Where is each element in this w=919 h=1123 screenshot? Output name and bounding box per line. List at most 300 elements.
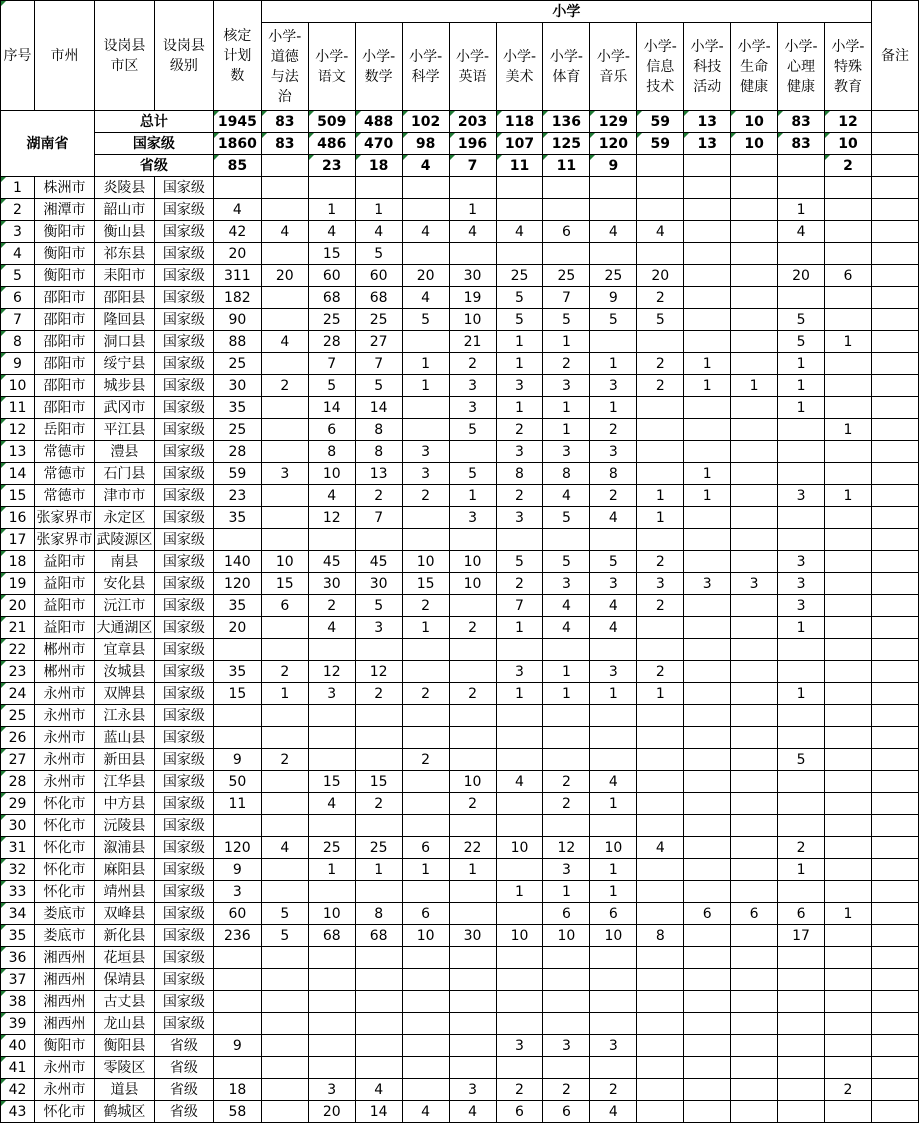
table-row xyxy=(1,573,919,595)
row-value: 140 xyxy=(213,551,261,573)
row-value: 1 xyxy=(825,331,872,353)
row-value: 2 xyxy=(637,375,684,397)
note-cell xyxy=(871,551,918,573)
row-value xyxy=(684,947,731,969)
summary-value: 120 xyxy=(590,133,637,155)
row-value xyxy=(449,1057,496,1079)
note-cell xyxy=(871,815,918,837)
row-value xyxy=(825,881,872,903)
row-value xyxy=(496,815,543,837)
row-value xyxy=(590,243,637,265)
row-value: 28 xyxy=(308,331,355,353)
row-value xyxy=(402,639,449,661)
row-seq: 7 xyxy=(1,309,35,331)
row-city: 衡阳市 xyxy=(34,1035,94,1057)
row-value: 3 xyxy=(261,463,308,485)
row-level: 国家级 xyxy=(154,551,213,573)
row-value: 4 xyxy=(590,507,637,529)
row-value: 5 xyxy=(778,749,825,771)
row-city: 益阳市 xyxy=(34,617,94,639)
row-value xyxy=(778,639,825,661)
row-value: 15 xyxy=(308,243,355,265)
row-value xyxy=(637,881,684,903)
row-value xyxy=(308,969,355,991)
summary-value: 488 xyxy=(355,111,402,133)
row-value: 4 xyxy=(308,485,355,507)
row-value xyxy=(825,287,872,309)
row-value xyxy=(308,947,355,969)
note-cell xyxy=(871,177,918,199)
row-value xyxy=(261,815,308,837)
row-level: 国家级 xyxy=(154,859,213,881)
row-value xyxy=(731,485,778,507)
row-city: 株洲市 xyxy=(34,177,94,199)
row-value xyxy=(637,969,684,991)
row-value: 2 xyxy=(825,1079,872,1101)
row-value xyxy=(261,485,308,507)
row-value: 8 xyxy=(543,463,590,485)
row-value: 5 xyxy=(308,375,355,397)
table-row xyxy=(1,375,919,397)
row-value xyxy=(402,1057,449,1079)
note-cell xyxy=(871,595,918,617)
row-value xyxy=(590,991,637,1013)
row-county: 沅江市 xyxy=(94,595,154,617)
summary-value: 125 xyxy=(543,133,590,155)
row-value: 60 xyxy=(308,265,355,287)
row-value: 20 xyxy=(402,265,449,287)
row-seq: 23 xyxy=(1,661,35,683)
row-city: 常德市 xyxy=(34,441,94,463)
row-city: 湘潭市 xyxy=(34,199,94,221)
row-value xyxy=(637,705,684,727)
header-city: 市州 xyxy=(34,1,94,111)
row-value: 6 xyxy=(543,903,590,925)
row-seq: 8 xyxy=(1,331,35,353)
row-value xyxy=(402,243,449,265)
row-value: 4 xyxy=(261,837,308,859)
summary-value: 4 xyxy=(402,155,449,177)
note-cell xyxy=(871,375,918,397)
row-value xyxy=(496,639,543,661)
row-value xyxy=(449,595,496,617)
row-value xyxy=(543,815,590,837)
table-row xyxy=(1,661,919,683)
header-subject xyxy=(402,23,449,111)
row-value: 1 xyxy=(637,683,684,705)
row-seq: 13 xyxy=(1,441,35,463)
row-value xyxy=(402,705,449,727)
row-value xyxy=(261,397,308,419)
row-value xyxy=(825,925,872,947)
summary-label: 总计 xyxy=(94,111,213,133)
row-value: 311 xyxy=(213,265,261,287)
table-body xyxy=(1,1,919,1123)
row-value: 4 xyxy=(778,221,825,243)
row-value: 3 xyxy=(449,397,496,419)
row-city: 怀化市 xyxy=(34,793,94,815)
row-level: 国家级 xyxy=(154,881,213,903)
row-value xyxy=(449,815,496,837)
row-value: 58 xyxy=(213,1101,261,1123)
row-county: 新化县 xyxy=(94,925,154,947)
note-cell xyxy=(871,1035,918,1057)
row-value: 8 xyxy=(496,463,543,485)
row-value: 20 xyxy=(637,265,684,287)
row-value xyxy=(825,683,872,705)
row-value: 30 xyxy=(449,925,496,947)
row-value xyxy=(543,529,590,551)
row-value: 1 xyxy=(496,331,543,353)
row-value: 1 xyxy=(825,485,872,507)
table-row xyxy=(1,617,919,639)
row-value: 3 xyxy=(496,507,543,529)
header-subject-prefix: 小学- xyxy=(456,48,490,65)
row-value: 1 xyxy=(308,199,355,221)
row-value xyxy=(778,1057,825,1079)
row-value xyxy=(496,1013,543,1035)
row-value: 6 xyxy=(731,903,778,925)
row-value xyxy=(825,661,872,683)
note-cell xyxy=(871,221,918,243)
row-value xyxy=(825,441,872,463)
row-value: 1 xyxy=(590,859,637,881)
row-value xyxy=(684,265,731,287)
row-value: 4 xyxy=(355,1079,402,1101)
note-cell xyxy=(871,1057,918,1079)
row-value xyxy=(449,1035,496,1057)
row-level: 省级 xyxy=(154,1079,213,1101)
row-seq: 24 xyxy=(1,683,35,705)
row-value: 5 xyxy=(496,309,543,331)
row-level: 国家级 xyxy=(154,727,213,749)
row-value: 1 xyxy=(402,859,449,881)
row-city: 郴州市 xyxy=(34,661,94,683)
note-cell xyxy=(871,727,918,749)
row-county: 中方县 xyxy=(94,793,154,815)
row-value: 8 xyxy=(355,903,402,925)
row-city: 永州市 xyxy=(34,749,94,771)
row-seq: 18 xyxy=(1,551,35,573)
row-value xyxy=(261,1057,308,1079)
row-value xyxy=(731,353,778,375)
row-seq: 25 xyxy=(1,705,35,727)
row-level: 国家级 xyxy=(154,903,213,925)
header-subject-name: 音乐 xyxy=(599,68,628,85)
row-value: 120 xyxy=(213,837,261,859)
row-value xyxy=(825,815,872,837)
row-value: 1 xyxy=(590,881,637,903)
summary-value: 196 xyxy=(449,133,496,155)
row-level: 省级 xyxy=(154,1035,213,1057)
row-city: 衡阳市 xyxy=(34,221,94,243)
row-value: 2 xyxy=(449,683,496,705)
row-value: 1 xyxy=(590,683,637,705)
header-subject-name: 数学 xyxy=(364,68,393,85)
summary-value: 10 xyxy=(731,111,778,133)
row-value: 5 xyxy=(778,309,825,331)
row-value xyxy=(684,925,731,947)
row-value: 20 xyxy=(778,265,825,287)
row-value: 10 xyxy=(449,309,496,331)
row-value xyxy=(261,881,308,903)
note-cell xyxy=(871,925,918,947)
row-level: 国家级 xyxy=(154,815,213,837)
row-seq: 38 xyxy=(1,991,35,1013)
row-value: 3 xyxy=(590,375,637,397)
row-value xyxy=(684,397,731,419)
row-value: 1 xyxy=(590,793,637,815)
row-value: 88 xyxy=(213,331,261,353)
note-cell xyxy=(871,1079,918,1101)
table-row xyxy=(1,419,919,441)
row-value xyxy=(731,1013,778,1035)
row-value: 1 xyxy=(778,617,825,639)
row-value xyxy=(261,771,308,793)
row-value xyxy=(355,947,402,969)
row-value xyxy=(684,617,731,639)
row-value xyxy=(261,617,308,639)
row-value: 6 xyxy=(543,221,590,243)
row-value: 5 xyxy=(637,309,684,331)
row-value: 4 xyxy=(590,595,637,617)
row-value xyxy=(778,1101,825,1123)
row-value: 3 xyxy=(449,375,496,397)
row-value xyxy=(261,859,308,881)
row-value xyxy=(731,639,778,661)
row-level: 国家级 xyxy=(154,331,213,353)
note-cell xyxy=(871,683,918,705)
summary-value: 59 xyxy=(637,111,684,133)
note-cell xyxy=(871,243,918,265)
row-value: 3 xyxy=(496,661,543,683)
row-value: 4 xyxy=(261,331,308,353)
summary-value: 12 xyxy=(825,111,872,133)
row-value: 3 xyxy=(308,1079,355,1101)
row-value xyxy=(825,309,872,331)
summary-value: 1945 xyxy=(213,111,261,133)
row-value xyxy=(684,639,731,661)
header-level: 设岗县级别 xyxy=(154,1,213,111)
row-value xyxy=(308,1057,355,1079)
row-value xyxy=(731,837,778,859)
row-value: 3 xyxy=(590,441,637,463)
row-value xyxy=(731,199,778,221)
row-value xyxy=(778,441,825,463)
row-value: 10 xyxy=(449,573,496,595)
row-value xyxy=(496,529,543,551)
table-row xyxy=(1,727,919,749)
row-value: 5 xyxy=(496,551,543,573)
note-cell xyxy=(871,969,918,991)
table-row xyxy=(1,595,919,617)
row-county: 津市市 xyxy=(94,485,154,507)
row-value xyxy=(778,991,825,1013)
table-row xyxy=(1,1079,919,1101)
header-subject-prefix: 小学- xyxy=(362,48,396,65)
row-seq: 35 xyxy=(1,925,35,947)
row-value xyxy=(213,969,261,991)
row-value: 1 xyxy=(590,353,637,375)
row-value xyxy=(449,639,496,661)
header-subject-prefix: 小学- xyxy=(737,38,771,55)
row-value: 8 xyxy=(355,441,402,463)
row-value: 1 xyxy=(778,199,825,221)
row-value: 5 xyxy=(590,309,637,331)
row-seq: 33 xyxy=(1,881,35,903)
row-value xyxy=(261,353,308,375)
row-value: 1 xyxy=(261,683,308,705)
row-value: 4 xyxy=(449,221,496,243)
row-county: 龙山县 xyxy=(94,1013,154,1035)
header-subject xyxy=(449,23,496,111)
row-value xyxy=(261,1013,308,1035)
row-value: 1 xyxy=(731,375,778,397)
row-value xyxy=(213,529,261,551)
row-value: 50 xyxy=(213,771,261,793)
row-value xyxy=(496,749,543,771)
row-city: 怀化市 xyxy=(34,837,94,859)
row-county: 韶山市 xyxy=(94,199,154,221)
row-value xyxy=(402,771,449,793)
row-value: 12 xyxy=(355,661,402,683)
row-value xyxy=(684,683,731,705)
row-value xyxy=(308,991,355,1013)
row-seq: 11 xyxy=(1,397,35,419)
row-value: 2 xyxy=(778,837,825,859)
row-city: 常德市 xyxy=(34,463,94,485)
row-county: 平江县 xyxy=(94,419,154,441)
summary-value: 102 xyxy=(402,111,449,133)
row-value xyxy=(308,1013,355,1035)
row-value xyxy=(637,177,684,199)
row-value xyxy=(778,881,825,903)
row-value: 2 xyxy=(590,1079,637,1101)
row-value: 15 xyxy=(308,771,355,793)
row-value xyxy=(355,727,402,749)
row-value: 2 xyxy=(637,551,684,573)
row-seq: 29 xyxy=(1,793,35,815)
note-cell xyxy=(871,705,918,727)
row-value xyxy=(684,1013,731,1035)
row-value: 10 xyxy=(308,463,355,485)
note-cell xyxy=(871,837,918,859)
row-value xyxy=(543,199,590,221)
row-value xyxy=(684,837,731,859)
summary-value: 1860 xyxy=(213,133,261,155)
row-city: 永州市 xyxy=(34,683,94,705)
row-value: 25 xyxy=(496,265,543,287)
row-value: 68 xyxy=(308,287,355,309)
header-group-primary: 小学 xyxy=(261,1,871,23)
note-cell xyxy=(871,507,918,529)
row-value xyxy=(637,529,684,551)
summary-row xyxy=(1,133,919,155)
row-value xyxy=(355,529,402,551)
table-row xyxy=(1,441,919,463)
header-subject-prefix: 小学- xyxy=(502,48,537,65)
row-county: 溆浦县 xyxy=(94,837,154,859)
row-value xyxy=(402,1079,449,1101)
row-value xyxy=(637,331,684,353)
row-level: 国家级 xyxy=(154,661,213,683)
row-value xyxy=(778,705,825,727)
row-value xyxy=(637,243,684,265)
row-value xyxy=(731,221,778,243)
row-value xyxy=(449,243,496,265)
row-value xyxy=(261,1079,308,1101)
row-value xyxy=(731,309,778,331)
row-value xyxy=(308,749,355,771)
row-city: 常德市 xyxy=(34,485,94,507)
header-subject xyxy=(637,23,684,111)
row-county: 新田县 xyxy=(94,749,154,771)
header-subject xyxy=(778,23,825,111)
row-value xyxy=(825,595,872,617)
row-value: 4 xyxy=(402,287,449,309)
summary-value: 98 xyxy=(402,133,449,155)
table-row xyxy=(1,529,919,551)
row-value xyxy=(261,1035,308,1057)
row-value: 19 xyxy=(449,287,496,309)
row-value xyxy=(449,661,496,683)
row-value: 4 xyxy=(261,221,308,243)
row-value: 3 xyxy=(308,683,355,705)
header-subject xyxy=(308,23,355,111)
row-value xyxy=(731,661,778,683)
table-row xyxy=(1,1013,919,1035)
row-value xyxy=(261,639,308,661)
row-value: 10 xyxy=(308,903,355,925)
table-row xyxy=(1,507,919,529)
row-value xyxy=(825,749,872,771)
summary-row xyxy=(1,111,919,133)
row-value xyxy=(590,705,637,727)
row-value: 4 xyxy=(355,221,402,243)
row-value xyxy=(308,705,355,727)
row-value: 60 xyxy=(355,265,402,287)
row-value xyxy=(731,991,778,1013)
row-value xyxy=(825,1057,872,1079)
row-value: 18 xyxy=(213,1079,261,1101)
row-value xyxy=(825,221,872,243)
row-value: 5 xyxy=(355,243,402,265)
row-value: 1 xyxy=(684,375,731,397)
row-value xyxy=(825,177,872,199)
row-value xyxy=(684,1057,731,1079)
row-value xyxy=(261,529,308,551)
row-value xyxy=(825,1035,872,1057)
row-value: 1 xyxy=(778,353,825,375)
row-value: 12 xyxy=(308,507,355,529)
note-cell xyxy=(871,287,918,309)
summary-value: 83 xyxy=(261,111,308,133)
row-value xyxy=(637,441,684,463)
row-value xyxy=(355,749,402,771)
note-cell xyxy=(871,529,918,551)
row-value: 2 xyxy=(496,1079,543,1101)
row-county: 隆回县 xyxy=(94,309,154,331)
row-value xyxy=(308,529,355,551)
row-value: 1 xyxy=(543,419,590,441)
note-cell xyxy=(871,265,918,287)
row-value xyxy=(684,529,731,551)
row-value xyxy=(308,1035,355,1057)
row-county: 武冈市 xyxy=(94,397,154,419)
row-value: 17 xyxy=(778,925,825,947)
row-value: 1 xyxy=(496,617,543,639)
row-value xyxy=(637,639,684,661)
